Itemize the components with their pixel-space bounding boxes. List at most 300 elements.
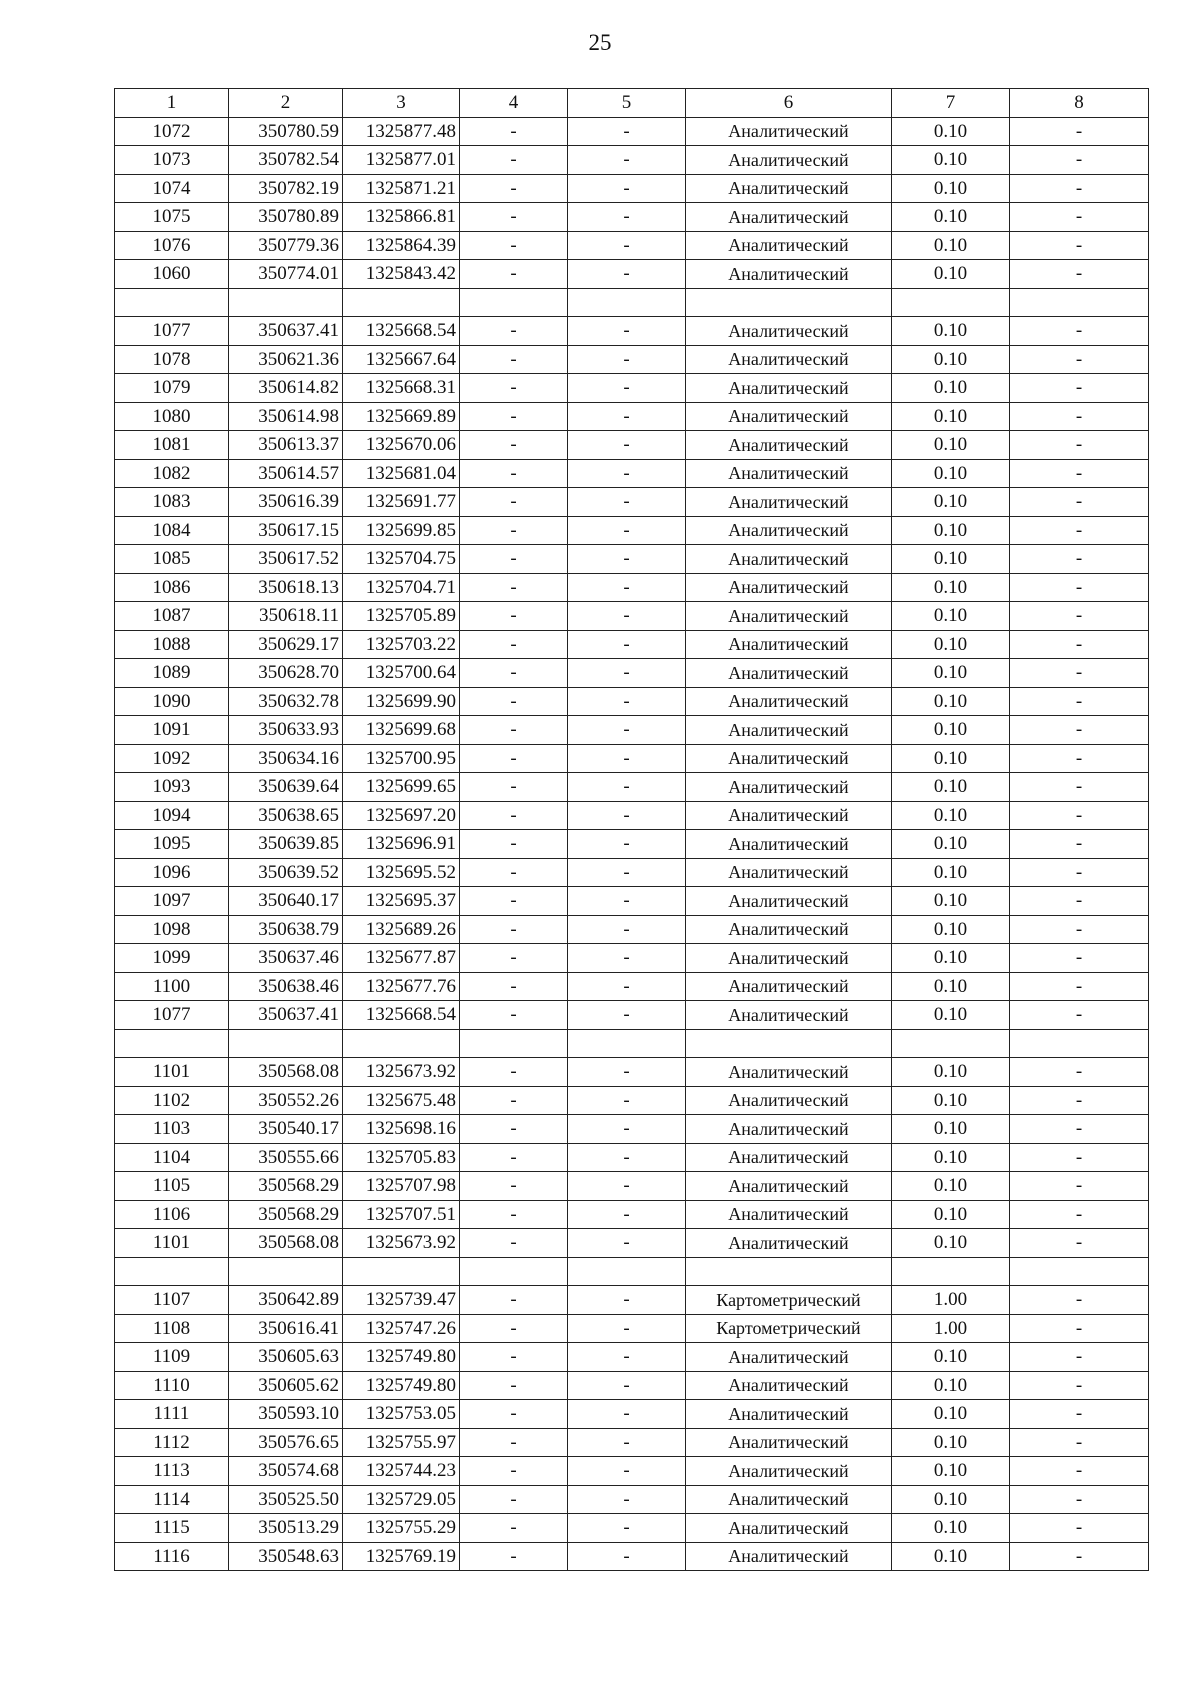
table-cell: 0.10 — [892, 944, 1010, 973]
table-cell: - — [460, 1400, 568, 1429]
table-cell: 350555.66 — [229, 1143, 343, 1172]
table-row — [115, 203, 1149, 232]
table-row — [115, 1172, 1149, 1201]
table-row — [115, 459, 1149, 488]
table-cell: 1095 — [115, 830, 229, 859]
table-row — [115, 117, 1149, 146]
column-header: 3 — [343, 89, 460, 118]
table-cell: - — [1010, 1314, 1149, 1343]
table-cell: Аналитический — [686, 1514, 892, 1543]
table-row — [115, 744, 1149, 773]
table-cell: 1325703.22 — [343, 630, 460, 659]
table-cell: 0.10 — [892, 858, 1010, 887]
table-cell: 0.10 — [892, 659, 1010, 688]
table-cell: - — [460, 1172, 568, 1201]
table-row — [115, 630, 1149, 659]
table-cell: - — [1010, 402, 1149, 431]
table-cell: 0.10 — [892, 402, 1010, 431]
table-cell: - — [1010, 887, 1149, 916]
table-cell: Аналитический — [686, 659, 892, 688]
table-cell: 350780.59 — [229, 117, 343, 146]
table-cell: 0.10 — [892, 1371, 1010, 1400]
table-cell: - — [568, 887, 686, 916]
table-row — [115, 830, 1149, 859]
table-cell: - — [1010, 915, 1149, 944]
table-cell: 1103 — [115, 1115, 229, 1144]
table-cell: 0.10 — [892, 203, 1010, 232]
table-cell: 350637.41 — [229, 317, 343, 346]
table-cell: - — [460, 887, 568, 916]
table-row — [115, 146, 1149, 175]
table-cell: Аналитический — [686, 801, 892, 830]
table-cell: 1073 — [115, 146, 229, 175]
table-cell: 350639.85 — [229, 830, 343, 859]
table-cell: 1085 — [115, 545, 229, 574]
table-cell: 1325749.80 — [343, 1371, 460, 1400]
table-cell — [1010, 1029, 1149, 1058]
table-cell: 1325677.87 — [343, 944, 460, 973]
table-cell: - — [1010, 1172, 1149, 1201]
table-cell: 350632.78 — [229, 687, 343, 716]
table-cell: 1097 — [115, 887, 229, 916]
table-cell — [115, 1257, 229, 1286]
table-cell: 0.10 — [892, 260, 1010, 289]
table-cell: 0.10 — [892, 345, 1010, 374]
table-cell: - — [1010, 374, 1149, 403]
table-cell: - — [460, 773, 568, 802]
table-cell: Аналитический — [686, 1428, 892, 1457]
table-cell — [115, 288, 229, 317]
table-cell — [460, 1029, 568, 1058]
table-cell: 1325753.05 — [343, 1400, 460, 1429]
column-header: 1 — [115, 89, 229, 118]
table-cell: 0.10 — [892, 1086, 1010, 1115]
table-cell: - — [568, 345, 686, 374]
table-cell: 1111 — [115, 1400, 229, 1429]
table-cell: 350618.13 — [229, 573, 343, 602]
table-cell: - — [460, 630, 568, 659]
table-cell: 1075 — [115, 203, 229, 232]
table-cell: - — [1010, 687, 1149, 716]
table-cell: 0.10 — [892, 545, 1010, 574]
table-cell: 1325739.47 — [343, 1286, 460, 1315]
table-cell: 1325755.29 — [343, 1514, 460, 1543]
table-cell: - — [1010, 659, 1149, 688]
table-cell: 1098 — [115, 915, 229, 944]
table-cell: - — [568, 915, 686, 944]
table-cell: 0.10 — [892, 887, 1010, 916]
table-cell: - — [568, 1514, 686, 1543]
table-cell: 0.10 — [892, 1428, 1010, 1457]
table-cell: 350513.29 — [229, 1514, 343, 1543]
table-cell: 1325673.92 — [343, 1058, 460, 1087]
table-cell: 0.10 — [892, 830, 1010, 859]
table-cell: - — [1010, 602, 1149, 631]
table-cell: - — [568, 488, 686, 517]
table-cell: Аналитический — [686, 1143, 892, 1172]
table-cell: - — [568, 117, 686, 146]
table-cell: Аналитический — [686, 146, 892, 175]
table-cell: Аналитический — [686, 231, 892, 260]
table-cell: Аналитический — [686, 1001, 892, 1030]
table-cell: - — [1010, 1001, 1149, 1030]
table-cell: 350605.63 — [229, 1343, 343, 1372]
table-cell: Аналитический — [686, 944, 892, 973]
table-cell: 1086 — [115, 573, 229, 602]
table-cell: 1325699.68 — [343, 716, 460, 745]
table-cell: 350637.46 — [229, 944, 343, 973]
table-cell — [343, 288, 460, 317]
table-cell: 1076 — [115, 231, 229, 260]
table-cell: - — [568, 1371, 686, 1400]
table-cell: - — [460, 117, 568, 146]
table-row — [115, 1058, 1149, 1087]
table-cell: - — [568, 1343, 686, 1372]
table-cell — [686, 288, 892, 317]
table-cell: - — [1010, 516, 1149, 545]
table-cell: - — [1010, 716, 1149, 745]
table-cell: - — [568, 830, 686, 859]
table-cell: Аналитический — [686, 1115, 892, 1144]
table-cell: - — [1010, 1229, 1149, 1258]
table-cell: - — [1010, 773, 1149, 802]
table-cell: 1079 — [115, 374, 229, 403]
table-cell — [686, 1257, 892, 1286]
table-cell: - — [460, 1542, 568, 1571]
table-cell: - — [460, 488, 568, 517]
table-cell: - — [460, 146, 568, 175]
table-cell: 350568.08 — [229, 1229, 343, 1258]
table-cell: 1325670.06 — [343, 431, 460, 460]
table-cell: 0.10 — [892, 1542, 1010, 1571]
table-cell: - — [460, 659, 568, 688]
table-cell: 0.10 — [892, 146, 1010, 175]
table-row — [115, 431, 1149, 460]
table-row — [115, 516, 1149, 545]
table-cell: 350782.19 — [229, 174, 343, 203]
table-cell: 0.10 — [892, 630, 1010, 659]
table-cell: 1325729.05 — [343, 1485, 460, 1514]
table-cell: 1112 — [115, 1428, 229, 1457]
table-cell: - — [1010, 1400, 1149, 1429]
table-cell: Картометрический — [686, 1314, 892, 1343]
table-cell — [229, 288, 343, 317]
table-cell: - — [460, 431, 568, 460]
table-cell: 350613.37 — [229, 431, 343, 460]
table-cell: 1090 — [115, 687, 229, 716]
table-cell: Аналитический — [686, 602, 892, 631]
table-cell: Аналитический — [686, 1457, 892, 1486]
table-cell: 1325669.89 — [343, 402, 460, 431]
table-cell: 0.10 — [892, 1058, 1010, 1087]
table-cell: 350628.70 — [229, 659, 343, 688]
table-cell: - — [460, 459, 568, 488]
table-cell: 1115 — [115, 1514, 229, 1543]
table-cell: 1325673.92 — [343, 1229, 460, 1258]
table-row — [115, 801, 1149, 830]
table-cell: - — [1010, 231, 1149, 260]
table-cell: 1101 — [115, 1058, 229, 1087]
table-cell: 350605.62 — [229, 1371, 343, 1400]
table-cell: Аналитический — [686, 431, 892, 460]
table-cell: 1325705.89 — [343, 602, 460, 631]
table-cell: 1104 — [115, 1143, 229, 1172]
table-separator-row — [115, 1257, 1149, 1286]
table-row — [115, 1115, 1149, 1144]
table-row — [115, 345, 1149, 374]
table-cell: 0.10 — [892, 1343, 1010, 1372]
table-cell: Аналитический — [686, 1172, 892, 1201]
table-cell: 1325749.80 — [343, 1343, 460, 1372]
table-cell: - — [568, 602, 686, 631]
table-row — [115, 602, 1149, 631]
table-cell: Аналитический — [686, 402, 892, 431]
table-cell: 350629.17 — [229, 630, 343, 659]
table-cell: - — [568, 174, 686, 203]
table-cell: 1060 — [115, 260, 229, 289]
table-cell: 350593.10 — [229, 1400, 343, 1429]
table-header-row — [115, 89, 1149, 118]
table-cell: 0.10 — [892, 687, 1010, 716]
table-cell: - — [1010, 801, 1149, 830]
table-cell: Аналитический — [686, 1086, 892, 1115]
table-cell: - — [460, 1115, 568, 1144]
table-cell: 1325769.19 — [343, 1542, 460, 1571]
table-cell: - — [568, 431, 686, 460]
table-cell: - — [1010, 972, 1149, 1001]
table-cell: - — [460, 1286, 568, 1315]
table-cell: 1088 — [115, 630, 229, 659]
column-header: 4 — [460, 89, 568, 118]
table-cell: 1325704.75 — [343, 545, 460, 574]
table-cell: Аналитический — [686, 1200, 892, 1229]
table-cell: 350774.01 — [229, 260, 343, 289]
table-cell: - — [1010, 345, 1149, 374]
table-cell: - — [1010, 1371, 1149, 1400]
table-cell: - — [568, 1001, 686, 1030]
table-row — [115, 1229, 1149, 1258]
table-cell: - — [1010, 459, 1149, 488]
table-cell: - — [1010, 1428, 1149, 1457]
table-cell: 1325668.54 — [343, 1001, 460, 1030]
table-cell: 350525.50 — [229, 1485, 343, 1514]
table-cell — [460, 288, 568, 317]
table-cell: 1325668.54 — [343, 317, 460, 346]
table-row — [115, 1343, 1149, 1372]
table-cell: 0.10 — [892, 1514, 1010, 1543]
table-cell: - — [460, 602, 568, 631]
table-cell: 1325695.37 — [343, 887, 460, 916]
table-row — [115, 687, 1149, 716]
table-cell: - — [568, 1400, 686, 1429]
table-cell: Аналитический — [686, 972, 892, 1001]
table-cell: - — [1010, 1143, 1149, 1172]
table-cell: - — [1010, 630, 1149, 659]
column-header: 7 — [892, 89, 1010, 118]
table-cell: - — [568, 231, 686, 260]
table-cell: 0.10 — [892, 431, 1010, 460]
table-row — [115, 1457, 1149, 1486]
table-cell: 1325877.01 — [343, 146, 460, 175]
table-cell: - — [1010, 1058, 1149, 1087]
table-row — [115, 1428, 1149, 1457]
table-cell — [115, 1029, 229, 1058]
table-cell: - — [460, 716, 568, 745]
column-header: 5 — [568, 89, 686, 118]
table-cell: 350576.65 — [229, 1428, 343, 1457]
table-cell: - — [460, 1001, 568, 1030]
table-cell: Аналитический — [686, 374, 892, 403]
table-cell: 0.10 — [892, 602, 1010, 631]
table-cell: 1325699.65 — [343, 773, 460, 802]
table-cell: 0.10 — [892, 1001, 1010, 1030]
table-row — [115, 174, 1149, 203]
table-cell: Аналитический — [686, 887, 892, 916]
table-cell: - — [568, 801, 686, 830]
table-cell: - — [1010, 146, 1149, 175]
table-cell: Аналитический — [686, 260, 892, 289]
table-cell: 1096 — [115, 858, 229, 887]
table-cell: 1.00 — [892, 1314, 1010, 1343]
table-cell: 1087 — [115, 602, 229, 631]
table-cell: 1077 — [115, 1001, 229, 1030]
table-cell: Аналитический — [686, 317, 892, 346]
table-cell: - — [460, 1371, 568, 1400]
table-row — [115, 887, 1149, 916]
table-cell: 1325667.64 — [343, 345, 460, 374]
table-cell: - — [460, 1086, 568, 1115]
table-row — [115, 972, 1149, 1001]
table-cell: - — [568, 972, 686, 1001]
table-cell: 350638.65 — [229, 801, 343, 830]
table-cell: 1325689.26 — [343, 915, 460, 944]
table-cell: 350634.16 — [229, 744, 343, 773]
table-cell: - — [460, 1229, 568, 1258]
table-cell: 350637.41 — [229, 1001, 343, 1030]
table-cell: 1325755.97 — [343, 1428, 460, 1457]
table-cell: 0.10 — [892, 488, 1010, 517]
table-cell: 1093 — [115, 773, 229, 802]
table-cell: Аналитический — [686, 1485, 892, 1514]
table-cell: Аналитический — [686, 858, 892, 887]
table-cell: - — [568, 1200, 686, 1229]
table-cell: 1325695.52 — [343, 858, 460, 887]
table-cell: 350568.29 — [229, 1200, 343, 1229]
table-cell: 1325696.91 — [343, 830, 460, 859]
table-cell: 0.10 — [892, 744, 1010, 773]
table-cell — [343, 1029, 460, 1058]
table-cell: 350639.52 — [229, 858, 343, 887]
table-cell: 0.10 — [892, 1143, 1010, 1172]
table-cell: - — [460, 744, 568, 773]
table-cell: 1107 — [115, 1286, 229, 1315]
table-row — [115, 1371, 1149, 1400]
table-cell — [343, 1257, 460, 1286]
table-cell: 350540.17 — [229, 1115, 343, 1144]
table-cell: - — [460, 374, 568, 403]
table-cell: - — [1010, 1086, 1149, 1115]
table-cell: 1102 — [115, 1086, 229, 1115]
table-cell: 1101 — [115, 1229, 229, 1258]
table-cell: 350638.79 — [229, 915, 343, 944]
table-cell: - — [568, 1485, 686, 1514]
table-cell: - — [568, 744, 686, 773]
table-cell — [1010, 288, 1149, 317]
table-cell: - — [568, 1286, 686, 1315]
table-cell: - — [460, 1428, 568, 1457]
table-cell: 350642.89 — [229, 1286, 343, 1315]
table-cell: - — [568, 374, 686, 403]
table-cell: 1325877.48 — [343, 117, 460, 146]
table-cell: Аналитический — [686, 488, 892, 517]
table-cell: 1325705.83 — [343, 1143, 460, 1172]
table-cell: 0.10 — [892, 972, 1010, 1001]
table-cell: 1325677.76 — [343, 972, 460, 1001]
table-row — [115, 1485, 1149, 1514]
table-cell: 350782.54 — [229, 146, 343, 175]
table-cell: Аналитический — [686, 773, 892, 802]
table-row — [115, 1286, 1149, 1315]
table-cell: - — [460, 1457, 568, 1486]
table-cell: - — [1010, 1286, 1149, 1315]
table-cell: - — [460, 203, 568, 232]
table-cell: - — [568, 1058, 686, 1087]
table-cell: - — [568, 858, 686, 887]
table-cell: - — [460, 1200, 568, 1229]
table-cell: 350640.17 — [229, 887, 343, 916]
table-cell: - — [1010, 1542, 1149, 1571]
table-cell: 0.10 — [892, 231, 1010, 260]
table-row — [115, 573, 1149, 602]
table-row — [115, 1514, 1149, 1543]
table-row — [115, 231, 1149, 260]
table-cell: 1094 — [115, 801, 229, 830]
table-cell: 0.10 — [892, 117, 1010, 146]
table-cell: 1325704.71 — [343, 573, 460, 602]
table-row — [115, 773, 1149, 802]
table-cell: 350618.11 — [229, 602, 343, 631]
table-cell: 1078 — [115, 345, 229, 374]
table-cell: 1325843.42 — [343, 260, 460, 289]
table-cell: 1108 — [115, 1314, 229, 1343]
table-cell: 1325691.77 — [343, 488, 460, 517]
table-cell: - — [460, 1514, 568, 1543]
table-cell: Аналитический — [686, 1400, 892, 1429]
table-cell: 350614.98 — [229, 402, 343, 431]
table-cell: 1325697.20 — [343, 801, 460, 830]
table-cell: 1325700.64 — [343, 659, 460, 688]
table-row — [115, 1001, 1149, 1030]
table-cell: - — [1010, 944, 1149, 973]
table-cell: 1091 — [115, 716, 229, 745]
table-cell: 1325747.26 — [343, 1314, 460, 1343]
table-cell: 1084 — [115, 516, 229, 545]
table-cell: - — [1010, 1514, 1149, 1543]
table-cell: 0.10 — [892, 1115, 1010, 1144]
column-header: 8 — [1010, 89, 1149, 118]
table-cell: - — [460, 317, 568, 346]
table-cell: 0.10 — [892, 915, 1010, 944]
table-cell: 350621.36 — [229, 345, 343, 374]
table-cell: 0.10 — [892, 174, 1010, 203]
table-cell: - — [1010, 573, 1149, 602]
table-cell: 1325864.39 — [343, 231, 460, 260]
table-cell: - — [568, 545, 686, 574]
table-row — [115, 402, 1149, 431]
table-cell: Аналитический — [686, 545, 892, 574]
table-cell: - — [568, 260, 686, 289]
table-cell: - — [460, 1314, 568, 1343]
